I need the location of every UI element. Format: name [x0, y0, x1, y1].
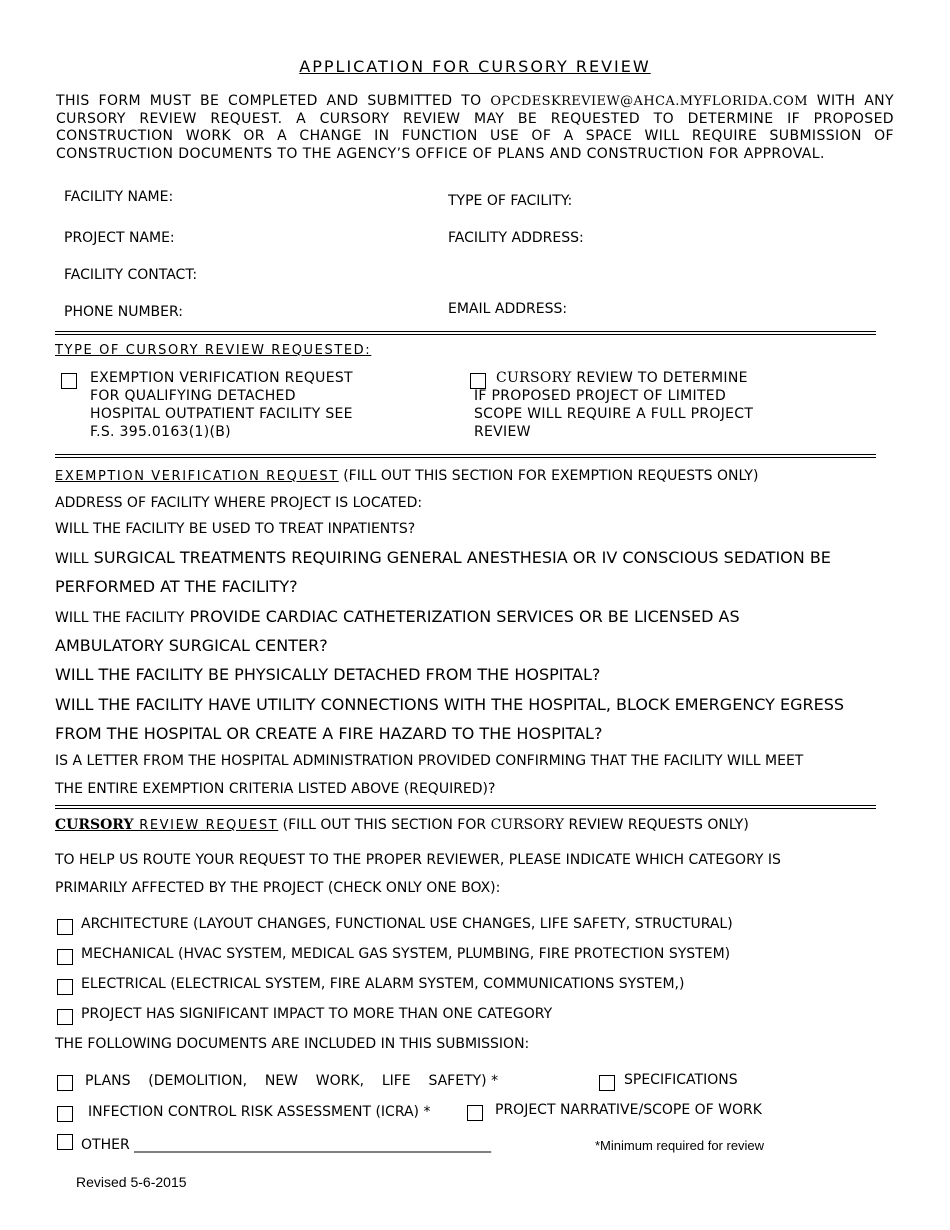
icra-label: INFECTION CONTROL RISK ASSESSMENT (ICRA) * — [88, 1104, 431, 1120]
cursory-heading-note-before: (FILL OUT THIS SECTION FOR — [278, 817, 491, 833]
minimum-required-note: *Minimum required for review — [595, 1138, 765, 1153]
surgical-question-text: SURGICAL TREATMENTS REQUIRING GENERAL ANESTHESIA OR IV CONSCIOUS SEDATION BE — [88, 548, 831, 567]
exemption-option-line: HOSPITAL OUTPATIENT FACILITY SEE — [90, 406, 353, 422]
cursory-heading-rest: REVIEW REQUEST — [133, 818, 279, 833]
form-title: APPLICATION FOR CURSORY REVIEW — [299, 57, 651, 76]
cardiac-question-text: PROVIDE CARDIAC CATHETERIZATION SERVICES OR BE LICENSED AS — [184, 607, 740, 626]
cursory-option-word: CURSORY — [496, 370, 572, 386]
cursory-option-line: IF PROPOSED PROJECT OF LIMITED — [474, 388, 727, 404]
cursory-option-line: REVIEW — [474, 424, 531, 440]
other-label[interactable]: OTHER ___________________________________________________ — [81, 1137, 492, 1153]
cardiac-question-line1 — [55, 607, 740, 626]
electrical-label: ELECTRICAL (ELECTRICAL SYSTEM, FIRE ALARM SYSTEM, COMMUNICATIONS SYSTEM,) — [81, 976, 685, 992]
route-instruction-line2: PRIMARILY AFFECTED BY THE PROJECT (CHECK ONLY ONE BOX): — [55, 880, 501, 896]
mechanical-checkbox[interactable] — [57, 949, 73, 965]
cardiac-question-line2: AMBULATORY SURGICAL CENTER? — [55, 636, 328, 655]
section-divider — [55, 454, 876, 458]
inpatients-question: WILL THE FACILITY BE USED TO TREAT INPATIENTS? — [55, 521, 416, 537]
revision-date: Revised 5-6-2015 — [76, 1174, 187, 1190]
submission-email: OPCDESKREVIEW@AHCA.MYFLORIDA.COM — [490, 94, 808, 109]
cursory-section-heading — [55, 817, 749, 833]
intro-paragraph — [56, 93, 894, 163]
exemption-heading-title: EXEMPTION VERIFICATION REQUEST — [55, 469, 339, 484]
surgical-question-line1 — [55, 548, 831, 567]
cursory-option-first-line — [496, 369, 748, 387]
exemption-option-line: F.S. 395.0163(1)(B) — [90, 424, 231, 440]
intro-text-end: WITH ANY CURSORY REVIEW REQUEST. A CURSORY REVIEW MAY BE REQUESTED TO DETERMINE IF PROPOSED CONSTRUCTION WORK OR A CHANGE IN FUNCTION USE OF A SPACE WILL REQUIRE SUBMISSION OF CONSTRUCTION DOCUMENTS TO THE AGENCY’S OFFICE OF PLANS AND CONSTRUCTION FOR APPROVAL. — [56, 93, 895, 162]
cursory-heading-note-after: REVIEW REQUESTS ONLY) — [564, 817, 749, 833]
section-divider — [55, 331, 876, 335]
surgical-question-lead: WILL — [55, 551, 89, 567]
other-checkbox[interactable] — [57, 1134, 73, 1150]
route-instruction-line1: TO HELP US ROUTE YOUR REQUEST TO THE PROPER REVIEWER, PLEASE INDICATE WHICH CATEGORY IS — [55, 852, 781, 868]
multiple-category-checkbox[interactable] — [57, 1009, 73, 1025]
type-section-heading: TYPE OF CURSORY REVIEW REQUESTED: — [55, 343, 372, 358]
exemption-heading-note: (FILL OUT THIS SECTION FOR EXEMPTION REQUESTS ONLY) — [338, 468, 759, 484]
cursory-option-line: SCOPE WILL REQUIRE A FULL PROJECT — [474, 406, 754, 422]
specifications-checkbox[interactable] — [599, 1075, 615, 1091]
project-name-label: PROJECT NAME: — [64, 230, 175, 246]
utility-question-line2: FROM THE HOSPITAL OR CREATE A FIRE HAZARD TO THE HOSPITAL? — [55, 724, 603, 743]
surgical-question-line2: PERFORMED AT THE FACILITY? — [55, 577, 298, 596]
letter-question-line2: THE ENTIRE EXEMPTION CRITERIA LISTED ABOVE (REQUIRED)? — [55, 781, 496, 797]
electrical-checkbox[interactable] — [57, 979, 73, 995]
documents-intro: THE FOLLOWING DOCUMENTS ARE INCLUDED IN THIS SUBMISSION: — [55, 1036, 530, 1052]
plans-label: PLANS (DEMOLITION, NEW WORK, LIFE SAFETY) * — [85, 1073, 499, 1089]
facility-contact-label: FACILITY CONTACT: — [64, 267, 198, 283]
cursory-option-first-text: REVIEW TO DETERMINE — [571, 370, 748, 386]
architecture-label: ARCHITECTURE (LAYOUT CHANGES, FUNCTIONAL USE CHANGES, LIFE SAFETY, STRUCTURAL) — [81, 916, 733, 932]
plans-checkbox[interactable] — [57, 1075, 73, 1091]
section-divider — [55, 805, 876, 809]
mechanical-label: MECHANICAL (HVAC SYSTEM, MEDICAL GAS SYSTEM, PLUMBING, FIRE PROTECTION SYSTEM) — [81, 946, 731, 962]
multiple-category-label: PROJECT HAS SIGNIFICANT IMPACT TO MORE THAN ONE CATEGORY — [81, 1006, 553, 1022]
exemption-option-label — [90, 369, 353, 441]
address-question: ADDRESS OF FACILITY WHERE PROJECT IS LOCATED: — [55, 495, 423, 511]
phone-number-label: PHONE NUMBER: — [64, 304, 184, 320]
intro-text-start: THIS FORM MUST BE COMPLETED AND SUBMITTED TO — [56, 93, 491, 109]
cursory-heading-note-word: CURSORY — [490, 817, 565, 833]
project-narrative-label: PROJECT NARRATIVE/SCOPE OF WORK — [495, 1102, 762, 1118]
detached-question: WILL THE FACILITY BE PHYSICALLY DETACHED FROM THE HOSPITAL? — [55, 665, 601, 684]
cardiac-question-lead: WILL THE FACILITY — [55, 610, 185, 626]
exemption-option-line: EXEMPTION VERIFICATION REQUEST — [90, 370, 353, 386]
letter-question-line1: IS A LETTER FROM THE HOSPITAL ADMINISTRATION PROVIDED CONFIRMING THAT THE FACILITY WILL MEET — [55, 753, 804, 769]
exemption-option-line: FOR QUALIFYING DETACHED — [90, 388, 296, 404]
architecture-checkbox[interactable] — [57, 919, 73, 935]
email-address-label: EMAIL ADDRESS: — [448, 301, 568, 317]
type-of-facility-label: TYPE OF FACILITY: — [448, 193, 573, 209]
facility-address-label: FACILITY ADDRESS: — [448, 230, 584, 246]
specifications-label: SPECIFICATIONS — [624, 1072, 738, 1088]
exemption-section-heading — [55, 468, 758, 484]
project-narrative-checkbox[interactable] — [467, 1105, 483, 1121]
cursory-option-label — [474, 387, 753, 441]
utility-question-line1: WILL THE FACILITY HAVE UTILITY CONNECTIONS WITH THE HOSPITAL, BLOCK EMERGENCY EGRESS — [55, 695, 845, 714]
cursory-heading-word: CURSORY — [55, 817, 134, 833]
facility-name-label: FACILITY NAME: — [64, 189, 174, 205]
icra-checkbox[interactable] — [57, 1106, 73, 1122]
exemption-option-checkbox[interactable] — [61, 373, 77, 389]
